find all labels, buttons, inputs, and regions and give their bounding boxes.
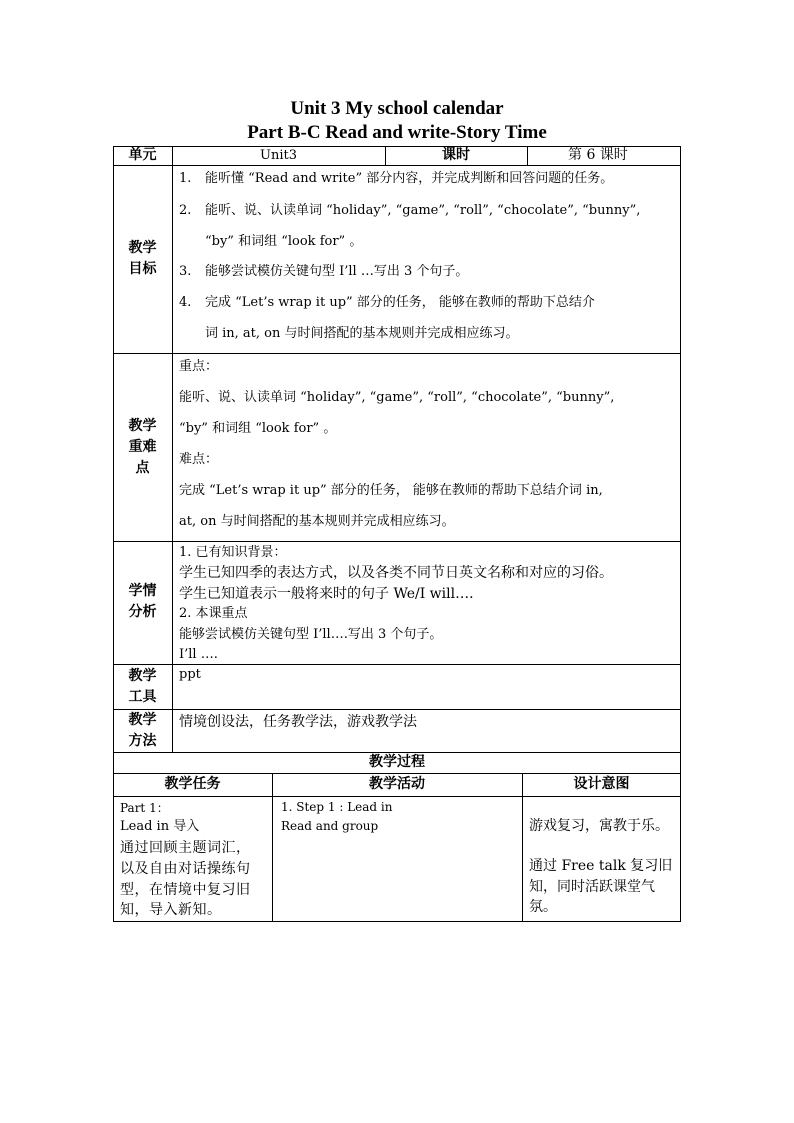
task-line-6: 知，导入新知。: [120, 902, 222, 918]
objective-line-2: 2. 能听、说、认读单词 “holiday”, “game”, “roll”, “chocolate”, “bunny”,: [179, 203, 641, 218]
process-title: 教学过程: [369, 754, 425, 770]
keypoints-line-1: 重点：: [179, 359, 219, 374]
objective-line-4: 3. 能够尝试模仿关键句型 I’ll …写出 3 个句子。: [179, 264, 469, 279]
process-col-intent: 设计意图: [573, 776, 630, 792]
methods-value: 情境创设法，任务教学法，游戏教学法: [179, 714, 417, 730]
objective-line-1: 1. 能听懂 “Read and write” 部分内容，并完成判断和回答问题的任务。: [179, 171, 614, 186]
task-line-1: Part 1：: [120, 801, 169, 815]
task-line-2: Lead in 导入: [120, 819, 200, 834]
analysis-line-3: 学生已知道表示一般将来时的句子 We/I will….: [179, 586, 474, 602]
objectives-label: 教学目标: [128, 240, 157, 277]
document-title-line1: Unit 3 My school calendar: [290, 98, 504, 119]
tools-label: 教学工具: [128, 668, 157, 705]
analysis-line-5: 能够尝试模仿关键句型 I’ll….写出 3 个句子。: [179, 627, 443, 642]
task-line-5: 型，在情境中复习旧: [120, 882, 251, 898]
analysis-line-4: 2. 本课重点: [179, 606, 248, 621]
intent-line-3: 知，同时活跃课堂气: [529, 879, 655, 895]
methods-label: 教学方法: [128, 712, 157, 749]
analysis-label: 学情分析: [128, 583, 157, 620]
objective-line-3: “by” 和词组 “look for” 。: [205, 234, 363, 249]
unit-label: 单元: [128, 147, 157, 163]
objective-line-6: 词 in, at, on 与时间搭配的基本规则并完成相应练习。: [205, 326, 519, 341]
lesson-label: 课时: [442, 147, 470, 163]
analysis-line-1: 1. 已有知识背景：: [179, 545, 287, 560]
objective-line-5: 4. 完成 “Let’s wrap it up” 部分的任务， 能够在教师的帮助下总结介: [179, 295, 595, 310]
intent-line-4: 氛。: [529, 899, 557, 915]
lesson-value: 第 6 课时: [568, 147, 628, 163]
analysis-line-2: 学生已知四季的表达方式，以及各类不同节日英文名称和对应的习俗。: [179, 565, 613, 581]
keypoints-line-4: 难点：: [179, 452, 219, 467]
keypoints-line-2: 能听、说、认读单词 “holiday”, “game”, “roll”, “chocolate”, “bunny”,: [179, 390, 615, 405]
activity-line-2: Read and group: [281, 819, 379, 833]
process-col-activity: 教学活动: [369, 776, 425, 792]
document-title-line2: Part B-C Read and write-Story Time: [247, 122, 547, 143]
task-line-3: 通过回顾主题词汇，: [120, 840, 251, 856]
analysis-line-6: I’ll ….: [179, 647, 218, 662]
process-col-task: 教学任务: [164, 776, 221, 792]
keypoints-line-6: at, on 与时间搭配的基本规则并完成相应练习。: [179, 514, 455, 529]
activity-line-1: 1. Step 1 : Lead in: [281, 800, 393, 814]
intent-line-1: 游戏复习，寓教于乐。: [529, 818, 669, 834]
task-line-4: 以及自由对话操练句: [120, 861, 251, 877]
keypoints-line-5: 完成 “Let’s wrap it up” 部分的任务， 能够在教师的帮助下总结介词 in,: [179, 483, 603, 498]
intent-line-2: 通过 Free talk 复习旧: [529, 858, 673, 874]
tools-value: ppt: [179, 667, 201, 682]
keypoints-line-3: “by” 和词组 “look for” 。: [179, 421, 337, 436]
unit-value: Unit3: [260, 148, 297, 163]
keypoints-label: 教学重难点: [128, 418, 157, 476]
